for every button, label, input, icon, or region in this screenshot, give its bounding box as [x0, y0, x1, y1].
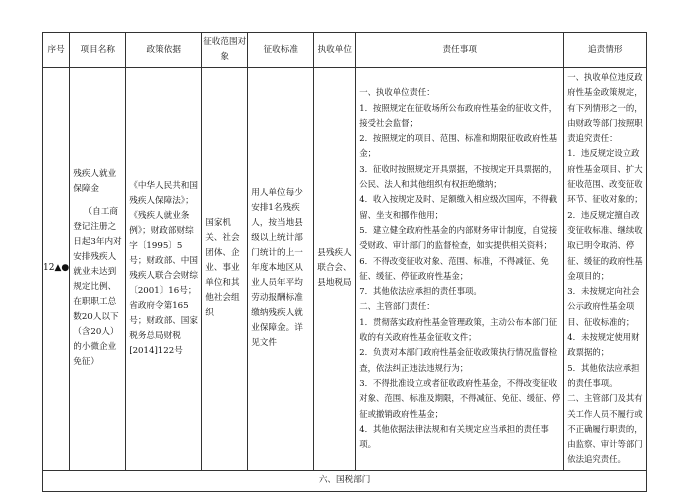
row-number: 12▲● [43, 68, 70, 471]
header-no: 序号 [43, 33, 70, 68]
duty-line: 一、执收单位责任： [359, 87, 435, 98]
header-duty: 责任事项 [356, 33, 564, 68]
accountability-line: 2．违反规定擅自改变征收标准、继续收取已明令取消、停征、缓征的政府性基金项目的； [567, 209, 643, 281]
accountability-line: 二、主管部门及其有关工作人员不履行或不正确履行职责的，由监察、审计等部门依法追究责任。 [567, 393, 643, 465]
section-title: 六、国税部门 [43, 470, 647, 491]
duty-line: 2．按照规定的项目、范围、标准和期限征收政府性基金； [359, 133, 558, 159]
table-row [43, 68, 647, 471]
accountability-line: 1．违反规定设立政府性基金项目、扩大征收范围、改变征收环节、征收对象的； [567, 148, 643, 205]
header-row [43, 33, 647, 68]
duty-line: 1．按照规定在征收场所公布政府性基金的征收文件，接受社会监督； [359, 102, 558, 128]
header-scope: 征收范围对象 [202, 33, 248, 68]
project-name-cell [70, 68, 126, 471]
section-row [43, 470, 647, 491]
header-basis: 政策依据 [126, 33, 202, 68]
accountability-line: 5．其他依法应承担的责任事项。 [567, 362, 640, 388]
fee-policy-table [42, 32, 647, 492]
duty-line: 3．征收时按照规定开具票据，不按规定开具票据的，公民、法人和其他组织有权拒绝缴纳； [359, 163, 558, 190]
duty-line: 7．其他依法应承担的责任事项。 [359, 286, 482, 297]
duty-line: 2．负责对本部门政府性基金征收政策执行情况监督检查，依法纠正违法违规行为； [359, 347, 558, 373]
policy-basis: 《中华人民共和国残疾人保障法》；《残疾人就业条例》；财政部财综字〔1995〕5号；财政部、中国残疾人联合会财综〔2001〕16号；省政府令第165号；财政部、国家税务总局财税[2014]122号 [126, 68, 202, 471]
duty-items [356, 68, 564, 471]
accountability-line: 一、执收单位违反政府性基金政策规定，有下列情形之一的，由财政等部门按照职责追究责任： [567, 72, 643, 144]
header-standard: 征收标准 [248, 33, 314, 68]
duty-line: 3．不得批准设立或者征收政府性基金，不得改变征收对象、范围、标准及期限，不得减征、免征、缓征、停征或撤销政府性基金； [359, 377, 561, 419]
duty-line: 4．其他依据法律法规和有关规定应当承担的责任事项。 [359, 423, 549, 450]
header-accountability: 追责情形 [564, 33, 647, 68]
duty-line: 6．不得改变征收对象、范围、标准，不得减征、免征、缓征、停征政府性基金； [359, 255, 549, 281]
header-unit: 执收单位 [314, 33, 356, 68]
duty-line: 二、主管部门责任： [359, 301, 435, 312]
collection-scope: 国家机关、社会团体、企业、事业单位和其他社会组织 [202, 68, 248, 471]
duty-line: 1．贯彻落实政府性基金管理政策，主动公布本部门征收的有关政府性基金征收文件； [359, 316, 558, 343]
collecting-unit: 县残疾人联合会、县地税局 [314, 68, 356, 471]
duty-line: 4．收入按规定及时、足额缴入相应级次国库，不得截留、坐支和挪作他用； [359, 194, 558, 220]
policy-table-sheet [42, 32, 647, 492]
collection-standard: 用人单位每少安排1名残疾人，按当地县级以上统计部门统计的上一年度本地区从业人员年平均劳动报酬标准缴纳残疾人就业保障金。详见文件 [248, 68, 314, 471]
accountability-line: 4．未按规定使用财政票据的； [567, 332, 640, 358]
accountability-line: 3．未按规定向社会公示政府性基金项目、征收标准的； [567, 286, 640, 327]
duty-line: 5．建立健全政府性基金的内部财务审计制度，自觉接受财政、审计部门的监督检查，如实提供相关资料； [359, 224, 558, 251]
accountability-items [564, 68, 647, 471]
project-name: 残疾人就业保障金 [73, 169, 117, 195]
header-name: 项目名称 [70, 33, 126, 68]
project-exemption-note: （自工商登记注册之日起3年内对安排残疾人就业未达到规定比例、在职职工总数20人以下（含20人）的小微企业免征） [73, 207, 122, 368]
